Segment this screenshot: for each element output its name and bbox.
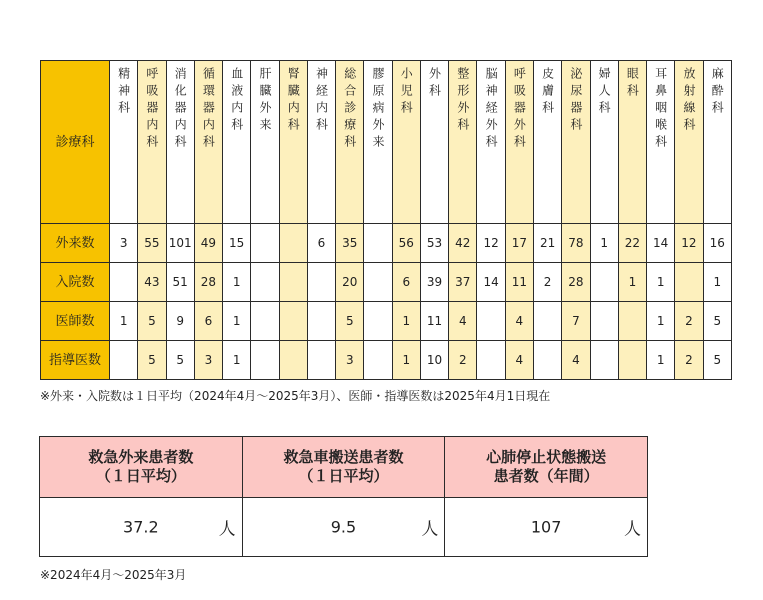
dept-outpatient-cell: 42 (449, 224, 477, 263)
dept-outpatient-cell: 35 (336, 224, 364, 263)
dept-outpatient-cell: 101 (166, 224, 194, 263)
emergency-header-line1: 救急外来患者数 (88, 448, 194, 467)
dept-row-doctors (41, 302, 732, 341)
dept-supervisors-cell (110, 341, 138, 380)
dept-inpatient-cell: 1 (647, 263, 675, 302)
dept-supervisors-cell: 5 (138, 341, 166, 380)
row-header-supervisors: 指導医数 (41, 341, 110, 380)
dept-outpatient-cell (251, 224, 279, 263)
dept-name: 整形外科 (455, 67, 470, 135)
dept-doctors-cell: 4 (449, 302, 477, 341)
dept-name: 皮膚科 (540, 67, 555, 118)
dept-outpatient-cell: 22 (618, 224, 646, 263)
department-stats-table (40, 60, 732, 380)
dept-name: 眼科 (625, 67, 640, 101)
dept-name-cell (618, 61, 646, 224)
emergency-header-line1: 救急車搬送患者数 (283, 448, 404, 467)
dept-name-cell (336, 61, 364, 224)
row-header-outpatient: 外来数 (41, 224, 110, 263)
dept-inpatient-cell (110, 263, 138, 302)
dept-name: 外科 (427, 67, 442, 101)
dept-doctors-cell (590, 302, 618, 341)
dept-doctors-cell: 2 (675, 302, 703, 341)
dept-inpatient-cell: 43 (138, 263, 166, 302)
dept-outpatient-cell: 3 (110, 224, 138, 263)
dept-name: 呼吸器外科 (512, 67, 527, 152)
dept-supervisors-cell: 1 (392, 341, 420, 380)
dept-doctors-cell: 4 (505, 302, 533, 341)
emergency-header-line2: （１日平均） (95, 467, 186, 485)
dept-name: 耳鼻咽喉科 (653, 67, 668, 152)
emergency-header-cell (40, 437, 243, 498)
dept-supervisors-cell (251, 341, 279, 380)
dept-name: 麻酔科 (710, 67, 725, 118)
dept-name: 婦人科 (597, 67, 612, 118)
dept-name-cell (307, 61, 335, 224)
dept-outpatient-cell: 17 (505, 224, 533, 263)
dept-row-inpatient (41, 263, 732, 302)
dept-outpatient-cell: 78 (562, 224, 590, 263)
dept-doctors-cell: 7 (562, 302, 590, 341)
dept-supervisors-cell (307, 341, 335, 380)
dept-name-cell (590, 61, 618, 224)
dept-outpatient-cell: 15 (223, 224, 251, 263)
emergency-unit: 人 (624, 519, 641, 540)
dept-table-footnote: ※外来・入院数は１日平均（2024年4月～2025年3月）、医師・指導医数は2025年4月1日現在 (40, 389, 551, 403)
dept-row-department (41, 61, 732, 224)
dept-doctors-cell: 11 (420, 302, 448, 341)
dept-name-cell (505, 61, 533, 224)
dept-supervisors-cell: 5 (703, 341, 731, 380)
dept-inpatient-cell (364, 263, 392, 302)
dept-outpatient-cell: 49 (194, 224, 222, 263)
dept-doctors-cell (364, 302, 392, 341)
dept-outpatient-cell (364, 224, 392, 263)
emergency-value: 107 (530, 517, 562, 537)
dept-doctors-cell: 9 (166, 302, 194, 341)
dept-supervisors-cell: 3 (336, 341, 364, 380)
dept-inpatient-cell: 37 (449, 263, 477, 302)
dept-name-cell (223, 61, 251, 224)
dept-name: 精神科 (116, 67, 131, 118)
dept-inpatient-cell (251, 263, 279, 302)
emergency-header-line2: 患者数（年間） (493, 467, 599, 485)
emergency-header-line2: （１日平均） (298, 467, 389, 485)
dept-name-cell (138, 61, 166, 224)
dept-outpatient-cell: 55 (138, 224, 166, 263)
dept-supervisors-cell: 2 (449, 341, 477, 380)
dept-name: 放射線科 (681, 67, 696, 135)
dept-doctors-cell: 5 (336, 302, 364, 341)
dept-inpatient-cell: 1 (703, 263, 731, 302)
emergency-value-cell (242, 498, 445, 557)
dept-row-outpatient (41, 224, 732, 263)
dept-name: 血液内科 (229, 67, 244, 135)
dept-supervisors-cell (533, 341, 561, 380)
dept-inpatient-cell (590, 263, 618, 302)
dept-name-cell (562, 61, 590, 224)
dept-outpatient-cell: 6 (307, 224, 335, 263)
dept-supervisors-cell (364, 341, 392, 380)
dept-outpatient-cell: 1 (590, 224, 618, 263)
dept-supervisors-cell (590, 341, 618, 380)
dept-name: 膠原病外来 (371, 67, 386, 152)
dept-name: 神経内科 (314, 67, 329, 135)
dept-inpatient-cell: 28 (194, 263, 222, 302)
dept-inpatient-cell: 14 (477, 263, 505, 302)
dept-doctors-cell (533, 302, 561, 341)
dept-doctors-cell (477, 302, 505, 341)
row-header-inpatient: 入院数 (41, 263, 110, 302)
dept-doctors-cell: 1 (223, 302, 251, 341)
dept-doctors-cell (279, 302, 307, 341)
emergency-value: 37.2 (123, 517, 159, 537)
dept-supervisors-cell: 10 (420, 341, 448, 380)
dept-doctors-cell (618, 302, 646, 341)
dept-outpatient-cell: 21 (533, 224, 561, 263)
dept-doctors-cell: 6 (194, 302, 222, 341)
dept-name-cell (392, 61, 420, 224)
dept-inpatient-cell: 28 (562, 263, 590, 302)
row-header-doctors: 医師数 (41, 302, 110, 341)
dept-outpatient-cell: 53 (420, 224, 448, 263)
dept-inpatient-cell: 11 (505, 263, 533, 302)
dept-outpatient-cell: 12 (477, 224, 505, 263)
emergency-header-cell (242, 437, 445, 498)
dept-supervisors-cell: 4 (505, 341, 533, 380)
dept-supervisors-cell: 1 (647, 341, 675, 380)
dept-name-cell (251, 61, 279, 224)
dept-name-cell (194, 61, 222, 224)
emergency-header-row (40, 437, 648, 498)
emergency-unit: 人 (421, 519, 439, 540)
emergency-value: 9.5 (330, 517, 357, 537)
dept-outpatient-cell (279, 224, 307, 263)
dept-name-cell (420, 61, 448, 224)
dept-name-cell (364, 61, 392, 224)
dept-name-cell (166, 61, 194, 224)
dept-supervisors-cell: 3 (194, 341, 222, 380)
dept-name: 総合診療科 (342, 67, 357, 152)
dept-name: 腎臓内科 (286, 67, 301, 135)
dept-name: 脳神経外科 (484, 67, 499, 152)
dept-name-cell (279, 61, 307, 224)
emergency-header-cell (445, 437, 648, 498)
dept-inpatient-cell: 39 (420, 263, 448, 302)
dept-name: 泌尿器科 (568, 67, 583, 135)
dept-inpatient-cell: 1 (618, 263, 646, 302)
row-header-department: 診療科 (41, 61, 110, 224)
dept-inpatient-cell: 51 (166, 263, 194, 302)
dept-name-cell (449, 61, 477, 224)
dept-row-supervisors (41, 341, 732, 380)
dept-name-cell (533, 61, 561, 224)
dept-doctors-cell: 1 (392, 302, 420, 341)
emergency-unit: 人 (218, 519, 236, 540)
dept-supervisors-cell: 4 (562, 341, 590, 380)
dept-name: 消化器内科 (173, 67, 188, 152)
dept-name: 呼吸器内科 (144, 67, 159, 152)
dept-name-cell (703, 61, 731, 224)
emergency-value-cell (40, 498, 243, 557)
emergency-table-footnote: ※2024年4月～2025年3月 (40, 568, 187, 582)
dept-outpatient-cell: 16 (703, 224, 731, 263)
dept-name: 循環器内科 (201, 67, 216, 152)
dept-name: 小児科 (399, 67, 414, 118)
dept-name-cell (477, 61, 505, 224)
dept-doctors-cell: 5 (138, 302, 166, 341)
dept-inpatient-cell: 2 (533, 263, 561, 302)
dept-inpatient-cell (675, 263, 703, 302)
dept-doctors-cell: 5 (703, 302, 731, 341)
dept-supervisors-cell (618, 341, 646, 380)
emergency-value-row (40, 498, 648, 557)
dept-inpatient-cell: 1 (223, 263, 251, 302)
dept-doctors-cell: 1 (647, 302, 675, 341)
dept-inpatient-cell: 6 (392, 263, 420, 302)
dept-name-cell (110, 61, 138, 224)
dept-supervisors-cell: 5 (166, 341, 194, 380)
dept-doctors-cell: 1 (110, 302, 138, 341)
dept-inpatient-cell: 20 (336, 263, 364, 302)
emergency-value-cell (445, 498, 648, 557)
dept-outpatient-cell: 56 (392, 224, 420, 263)
emergency-stats-table (39, 436, 648, 557)
dept-outpatient-cell: 14 (647, 224, 675, 263)
dept-name-cell (675, 61, 703, 224)
dept-inpatient-cell (279, 263, 307, 302)
dept-supervisors-cell (477, 341, 505, 380)
dept-inpatient-cell (307, 263, 335, 302)
dept-supervisors-cell: 1 (223, 341, 251, 380)
dept-outpatient-cell: 12 (675, 224, 703, 263)
dept-doctors-cell (307, 302, 335, 341)
dept-supervisors-cell: 2 (675, 341, 703, 380)
dept-name-cell (647, 61, 675, 224)
dept-supervisors-cell (279, 341, 307, 380)
emergency-header-line1: 心肺停止状態搬送 (486, 448, 607, 467)
dept-name: 肝臓外来 (257, 67, 272, 135)
dept-doctors-cell (251, 302, 279, 341)
